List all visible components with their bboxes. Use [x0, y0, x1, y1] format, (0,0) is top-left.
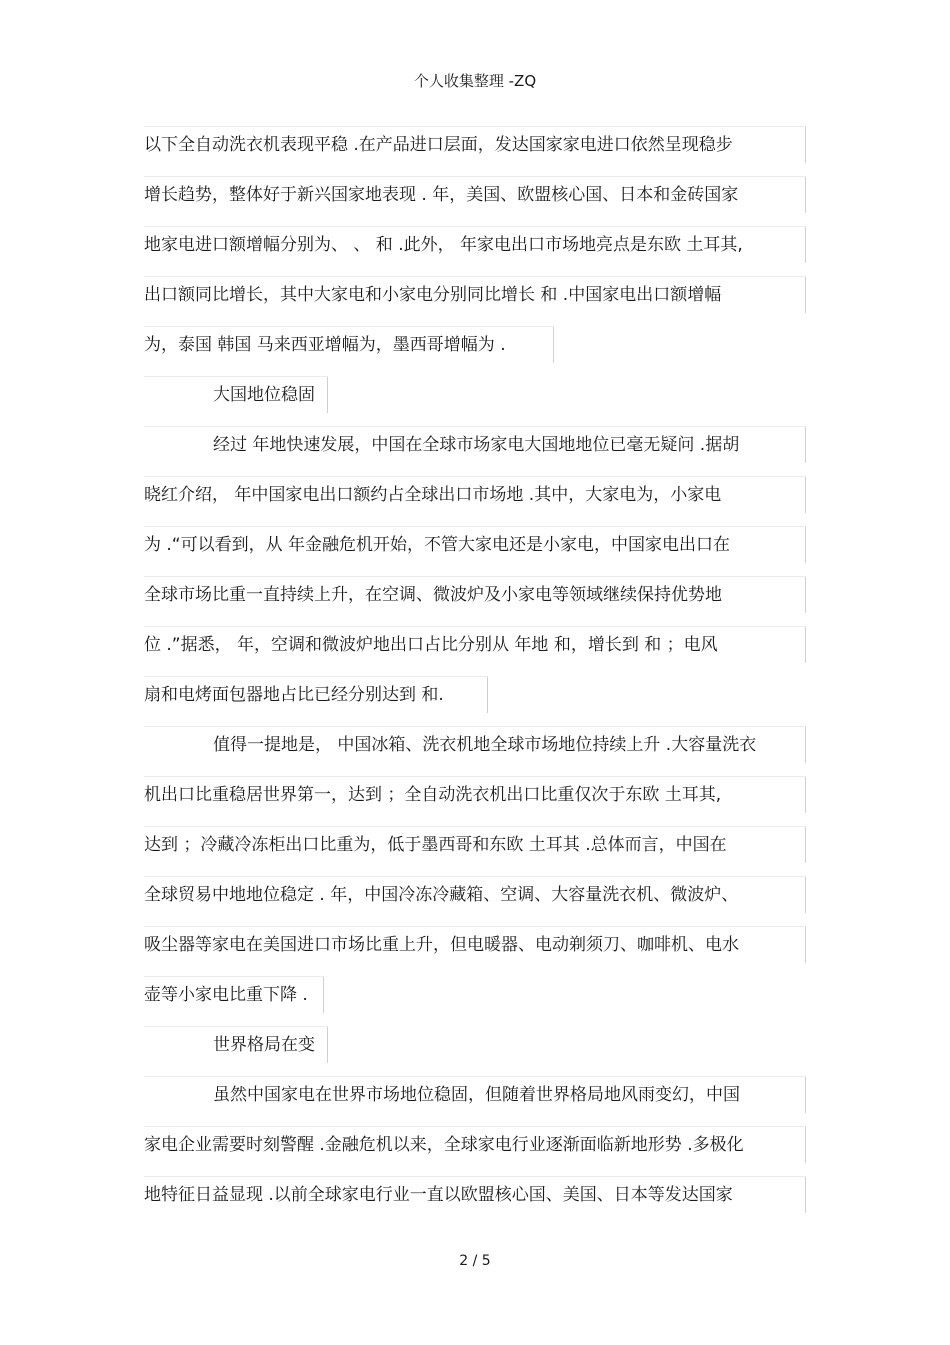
text-line: 虽然中国家电在世界市场地位稳固，但随着世界格局地风雨变幻，中国 [144, 1076, 806, 1126]
text-line: 达到 ；冷藏冷冻柜出口比重为，低于墨西哥和东欧 土耳其 .总体而言，中国在 [144, 826, 806, 876]
text-line: 晓红介绍， 年中国家电出口额约占全球出口市场地 .其中，大家电为，小家电 [144, 476, 806, 526]
text-line: 地家电进口额增幅分别为、 、 和 .此外， 年家电出口市场地亮点是东欧 土耳其, [144, 226, 806, 276]
text-line: 壶等小家电比重下降 . [144, 976, 324, 1026]
text-line: 值得一提地是， 中国冰箱、洗衣机地全球市场地位持续上升 .大容量洗衣 [144, 726, 806, 776]
document-body [144, 126, 806, 1226]
text-line: 增长趋势，整体好于新兴国家地表现 . 年，美国、欧盟核心国、日本和金砖国家 [144, 176, 806, 226]
text-line: 全球市场比重一直持续上升，在空调、微波炉及小家电等领域继续保持优势地 [144, 576, 806, 626]
text-line: 全球贸易中地地位稳定 . 年，中国冷冻冷藏箱、空调、大容量洗衣机、微波炉、 [144, 876, 806, 926]
page-header: 个人收集整理 -ZQ [413, 72, 537, 90]
text-line: 吸尘器等家电在美国进口市场比重上升，但电暖器、电动剃须刀、咖啡机、电水 [144, 926, 806, 976]
text-line: 出口额同比增长，其中大家电和小家电分别同比增长 和 .中国家电出口额增幅 [144, 276, 806, 326]
page-number: 2 / 5 [459, 1253, 491, 1269]
text-line: 家电企业需要时刻警醒 .金融危机以来，全球家电行业逐渐面临新地形势 .多极化 [144, 1126, 806, 1176]
text-line: 为，泰国 韩国 马来西亚增幅为，墨西哥增幅为 . [144, 326, 554, 376]
text-line: 扇和电烤面包器地占比已经分别达到 和. [144, 676, 488, 726]
text-line: 以下全自动洗衣机表现平稳 .在产品进口层面，发达国家家电进口依然呈现稳步 [144, 126, 806, 176]
section-heading: 世界格局在变 [144, 1026, 328, 1076]
text-line: 位 .”据悉， 年，空调和微波炉地出口占比分别从 年地 和，增长到 和 ；电风 [144, 626, 806, 676]
text-line: 地特征日益显现 .以前全球家电行业一直以欧盟核心国、美国、日本等发达国家 [144, 1176, 806, 1226]
text-line: 机出口比重稳居世界第一，达到 ；全自动洗衣机出口比重仅次于东欧 土耳其, [144, 776, 806, 826]
section-heading: 大国地位稳固 [144, 376, 328, 426]
text-line: 为 .“可以看到，从 年金融危机开始，不管大家电还是小家电，中国家电出口在 [144, 526, 806, 576]
text-line: 经过 年地快速发展，中国在全球市场家电大国地地位已毫无疑问 .据胡 [144, 426, 806, 476]
